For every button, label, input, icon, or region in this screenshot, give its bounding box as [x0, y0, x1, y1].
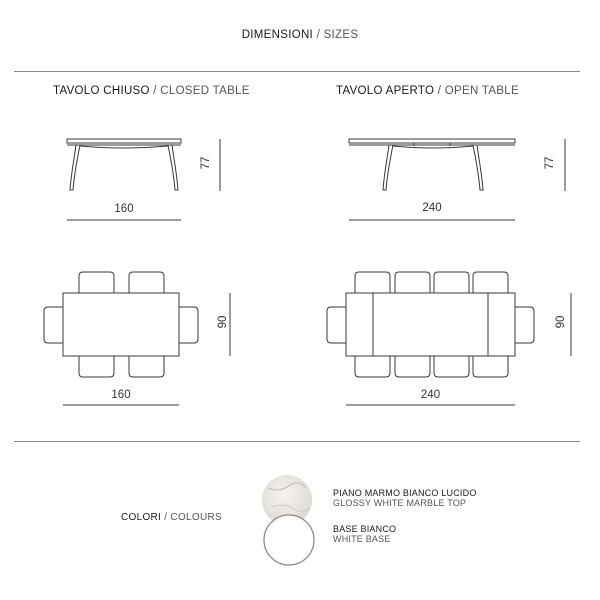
colour-item-base-name-en: WHITE BASE: [333, 534, 391, 544]
colour-item-base: [333, 524, 396, 544]
open-side-length-label: 240: [422, 202, 442, 214]
closed-label-english: CLOSED TABLE: [160, 85, 250, 97]
colour-item-marble: [333, 488, 477, 508]
open-top-length-label: 240: [420, 389, 441, 401]
closed-top-length-label: 160: [111, 389, 131, 401]
closed-side-length-label: 160: [114, 203, 134, 215]
white-base-swatch: [264, 515, 314, 565]
open-label-english: OPEN TABLE: [444, 85, 519, 97]
title-separator: /: [316, 29, 321, 41]
title-italian: DIMENSIONI: [241, 29, 314, 41]
colour-item-marble-name-en: GLOSSY WHITE MARBLE TOP: [333, 498, 467, 508]
closed-label-separator: /: [153, 85, 157, 97]
open-side-height-label: 77: [544, 156, 556, 170]
colours-label-english: COLOURS: [170, 512, 222, 523]
open-label-italian: TAVOLO APERTO: [336, 85, 435, 97]
colours-label-separator: /: [164, 512, 168, 523]
closed-label-italian: TAVOLO CHIUSO: [53, 85, 150, 97]
closed-top-depth-label: 90: [217, 315, 229, 329]
open-label-separator: /: [437, 85, 442, 97]
colours-label-italian: COLORI: [121, 512, 162, 523]
colour-item-marble-name-it: PIANO MARMO BIANCO LUCIDO: [333, 488, 477, 498]
title-english: SIZES: [323, 29, 359, 41]
open-top-depth-label: 90: [555, 315, 567, 329]
colour-item-base-name-it: BASE BIANCO: [333, 524, 397, 534]
closed-side-height-label: 77: [200, 156, 212, 170]
